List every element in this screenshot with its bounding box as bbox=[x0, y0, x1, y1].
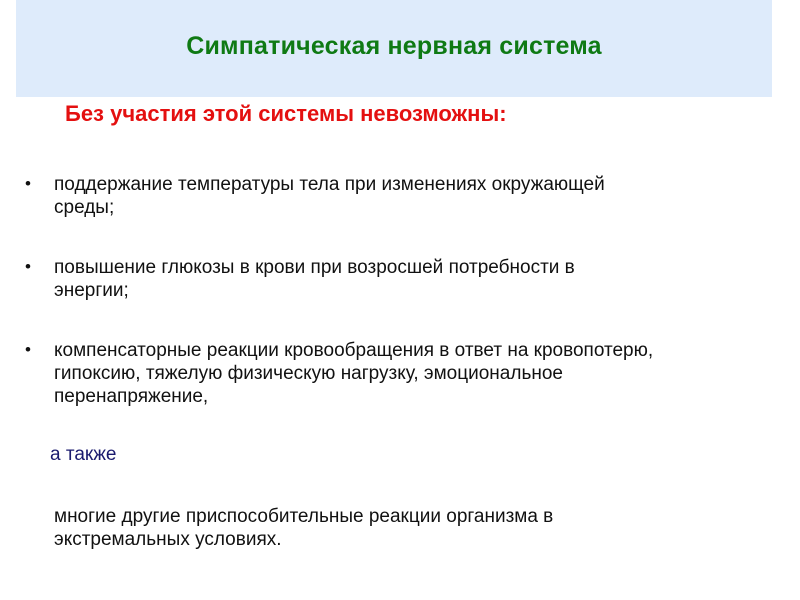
slide-title: Симпатическая нервная система bbox=[186, 32, 602, 60]
bullet-3-line-3: перенапряжение, bbox=[54, 386, 209, 407]
bullet-3-line-1: компенсаторные реакции кровообращения в ответ на кровопотерю, bbox=[54, 340, 654, 361]
title-band bbox=[16, 0, 772, 97]
bullet-1-line-2: среды; bbox=[54, 197, 115, 218]
also-text: а также bbox=[50, 444, 117, 465]
bullet-2-line-1: повышение глюкозы в крови при возросшей потребности в bbox=[54, 257, 575, 278]
bullet-1-line-1: поддержание температуры тела при изменениях окружающей bbox=[54, 174, 605, 195]
bullet-marker: • bbox=[25, 257, 31, 276]
bullet-marker: • bbox=[25, 340, 31, 359]
bullet-3-line-2: гипоксию, тяжелую физическую нагрузку, эмоциональное bbox=[54, 363, 563, 384]
bullet-marker: • bbox=[25, 174, 31, 193]
closing-line-2: экстремальных условиях. bbox=[54, 529, 282, 550]
bullet-2-line-2: энергии; bbox=[54, 280, 129, 301]
slide-subtitle: Без участия этой системы невозможны: bbox=[65, 101, 507, 126]
closing-line-1: многие другие приспособительные реакции организма в bbox=[54, 506, 554, 527]
